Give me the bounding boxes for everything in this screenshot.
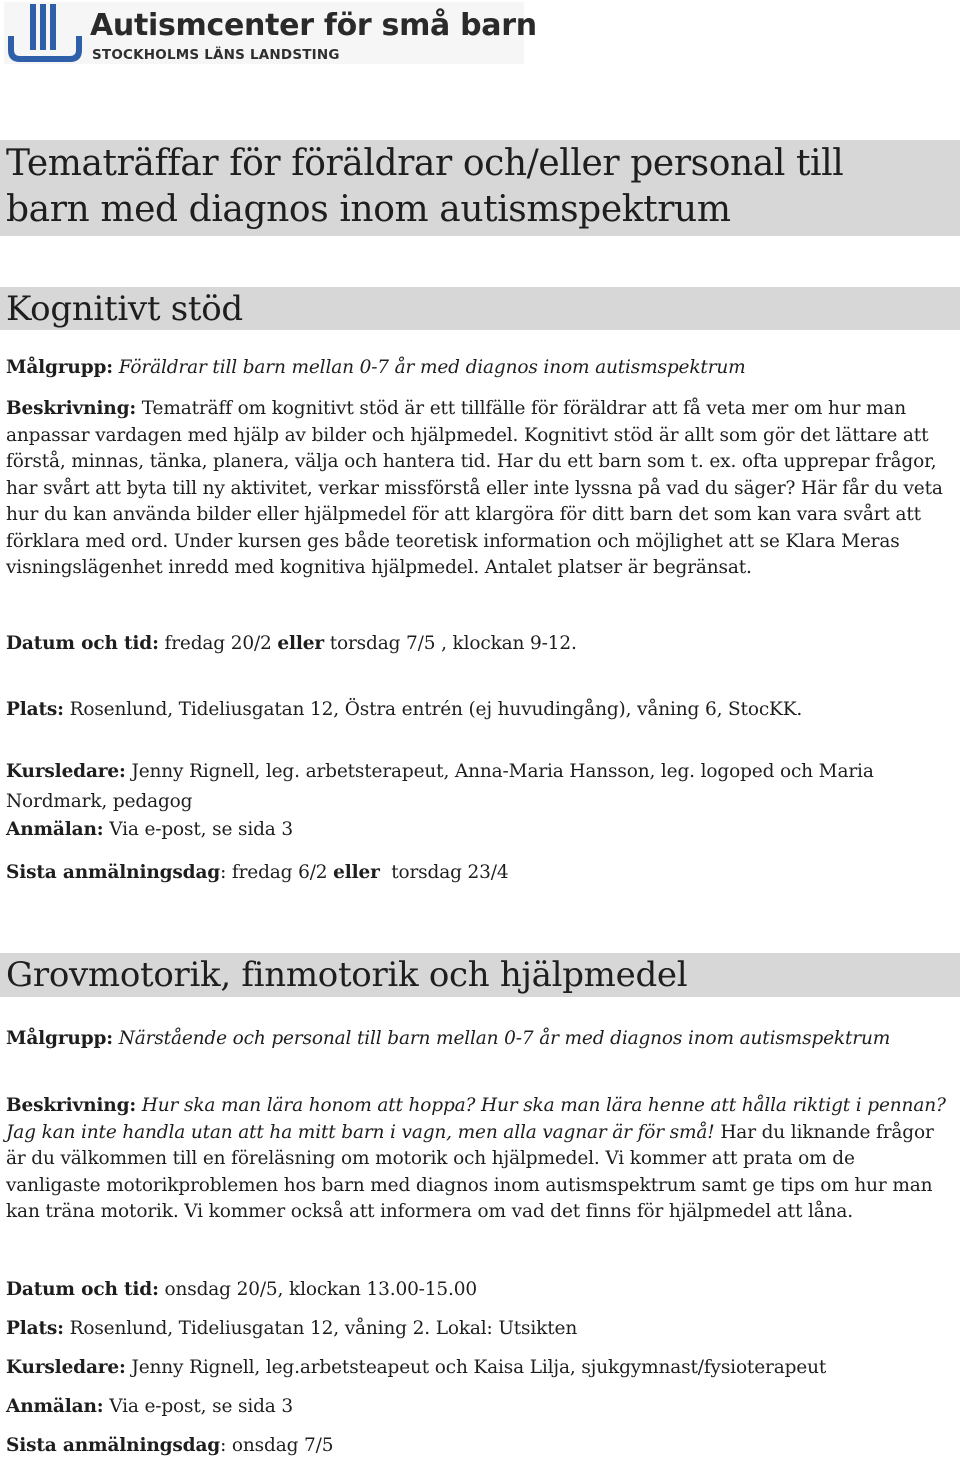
course-leaders-value: Jenny Rignell, leg.arbetsteapeut och Kaisa Lilja, sjukgymnast/fysioterapeut — [131, 1357, 827, 1378]
course-leaders-paragraph — [6, 757, 951, 817]
location-label: Plats: — [6, 1318, 64, 1339]
date-time-value: onsdag 20/5, klockan 13.00-15.00 — [164, 1279, 477, 1300]
description-label: Beskrivning: — [6, 398, 137, 419]
deadline-value-2: torsdag 23/4 — [391, 862, 509, 883]
course-leaders-label: Kursledare: — [6, 761, 126, 782]
target-group-label: Målgrupp: — [6, 1028, 113, 1049]
description-label: Beskrivning: — [6, 1095, 137, 1116]
registration-label: Anmälan: — [6, 819, 104, 840]
deadline-value-1: : fredag 6/2 — [220, 862, 328, 883]
location-label: Plats: — [6, 699, 64, 720]
deadline-value: : onsdag 7/5 — [220, 1435, 334, 1456]
date-time-line — [6, 631, 951, 658]
date-time-label: Datum och tid: — [6, 633, 159, 654]
deadline-line — [6, 1433, 951, 1460]
page-title-line-2: barn med diagnos inom autismspektrum — [6, 189, 731, 230]
deadline-label: Sista anmälningsdag — [6, 1435, 221, 1456]
location-line — [6, 697, 951, 724]
course-leaders-value: Jenny Rignell, leg. arbetsterapeut, Anna-Maria Hansson, leg. logoped och Maria Nordmark, pedagog — [6, 761, 874, 812]
target-group-label: Målgrupp: — [6, 357, 113, 378]
location-line — [6, 1316, 951, 1343]
logo-subtitle: STOCKHOLMS LÄNS LANDSTING — [92, 47, 340, 63]
registration-value: Via e-post, se sida 3 — [109, 1396, 294, 1417]
organization-logo — [4, 2, 537, 64]
registration-line — [6, 1394, 951, 1421]
description-paragraph — [6, 1093, 951, 1226]
target-group-value: Närstående och personal till barn mellan 0-7 år med diagnos inom autismspektrum — [118, 1028, 891, 1049]
logo-name: Autismcenter för små barn — [90, 8, 537, 43]
deadline-or-word: eller — [333, 862, 380, 883]
date-time-value-2: torsdag 7/5 , klockan 9-12. — [329, 633, 577, 654]
deadline-label: Sista anmälningsdag — [6, 862, 221, 883]
section-heading-kognitivt-stod: Kognitivt stöd — [6, 289, 243, 329]
description-text: Tematräff om kognitivt stöd är ett tillfälle för föräldrar att få veta mer om hur man anpassar vardagen med hjälp av bilder och hjälpmedel. Kognitivt stöd är allt som gör det lättare att förstå, minnas, tänka, planera, välja och hantera tid. Har du ett barn som t. ex. ofta upprepar frågor, har svårt att byta till ny aktivitet, verkar missförstå eller inte lyssna på vad du säger? Här får du veta hur du kan använda bilder eller hjälpmedel för att klargöra för ditt barn det som kan vara svårt att förklara med ord. Under kursen ges både teoretisk information och möjlighet att se Klara Meras visningslägenhet inredd med kognitiva hjälpmedel. Antalet platser är begränsat. — [6, 398, 943, 578]
description-text: Har du liknande frågor är du välkommen till en föreläsning om motorik och hjälpmedel. Vi kommer att prata om de vanligaste motorikproblemen hos barn med diagnos inom autismspektrum samt ge tips om hur man kan träna motorik. Vi kommer också att informera om vad det finns för hjälpmedel att låna. — [6, 1121, 934, 1222]
course-leaders-label: Kursledare: — [6, 1357, 126, 1378]
date-time-label: Datum och tid: — [6, 1279, 159, 1300]
course-leaders-line — [6, 1355, 951, 1382]
section-heading-motorik: Grovmotorik, finmotorik och hjälpmedel — [6, 955, 688, 995]
description-italic-questions: Hur ska man lära honom att hoppa? Hur ska man lära henne att hålla riktigt i pennan? Jag kan inte handla utan att ha mitt barn i vagn, men alla vagnar är för små! — [6, 1095, 946, 1143]
target-group-value: Föräldrar till barn mellan 0-7 år med diagnos inom autismspektrum — [118, 357, 746, 378]
date-time-line — [6, 1277, 951, 1304]
logo-mark-icon — [4, 2, 88, 64]
section-heading-band — [0, 953, 960, 997]
page-title-line-1: Tematräffar för föräldrar och/eller personal till — [6, 143, 844, 184]
deadline-line — [6, 860, 951, 887]
location-value: Rosenlund, Tideliusgatan 12, Östra entrén (ej huvudingång), våning 6, StocKK. — [69, 699, 803, 720]
location-value: Rosenlund, Tideliusgatan 12, våning 2. Lokal: Utsikten — [69, 1318, 578, 1339]
registration-value: Via e-post, se sida 3 — [109, 819, 294, 840]
target-group-paragraph — [6, 1026, 951, 1053]
date-time-value-1: fredag 20/2 — [164, 633, 272, 654]
description-paragraph — [6, 396, 951, 582]
date-or-word: eller — [277, 633, 324, 654]
registration-line — [6, 817, 951, 844]
registration-label: Anmälan: — [6, 1396, 104, 1417]
section-heading-band — [0, 287, 960, 330]
target-group-line — [6, 355, 951, 382]
page-title-band — [0, 140, 960, 236]
